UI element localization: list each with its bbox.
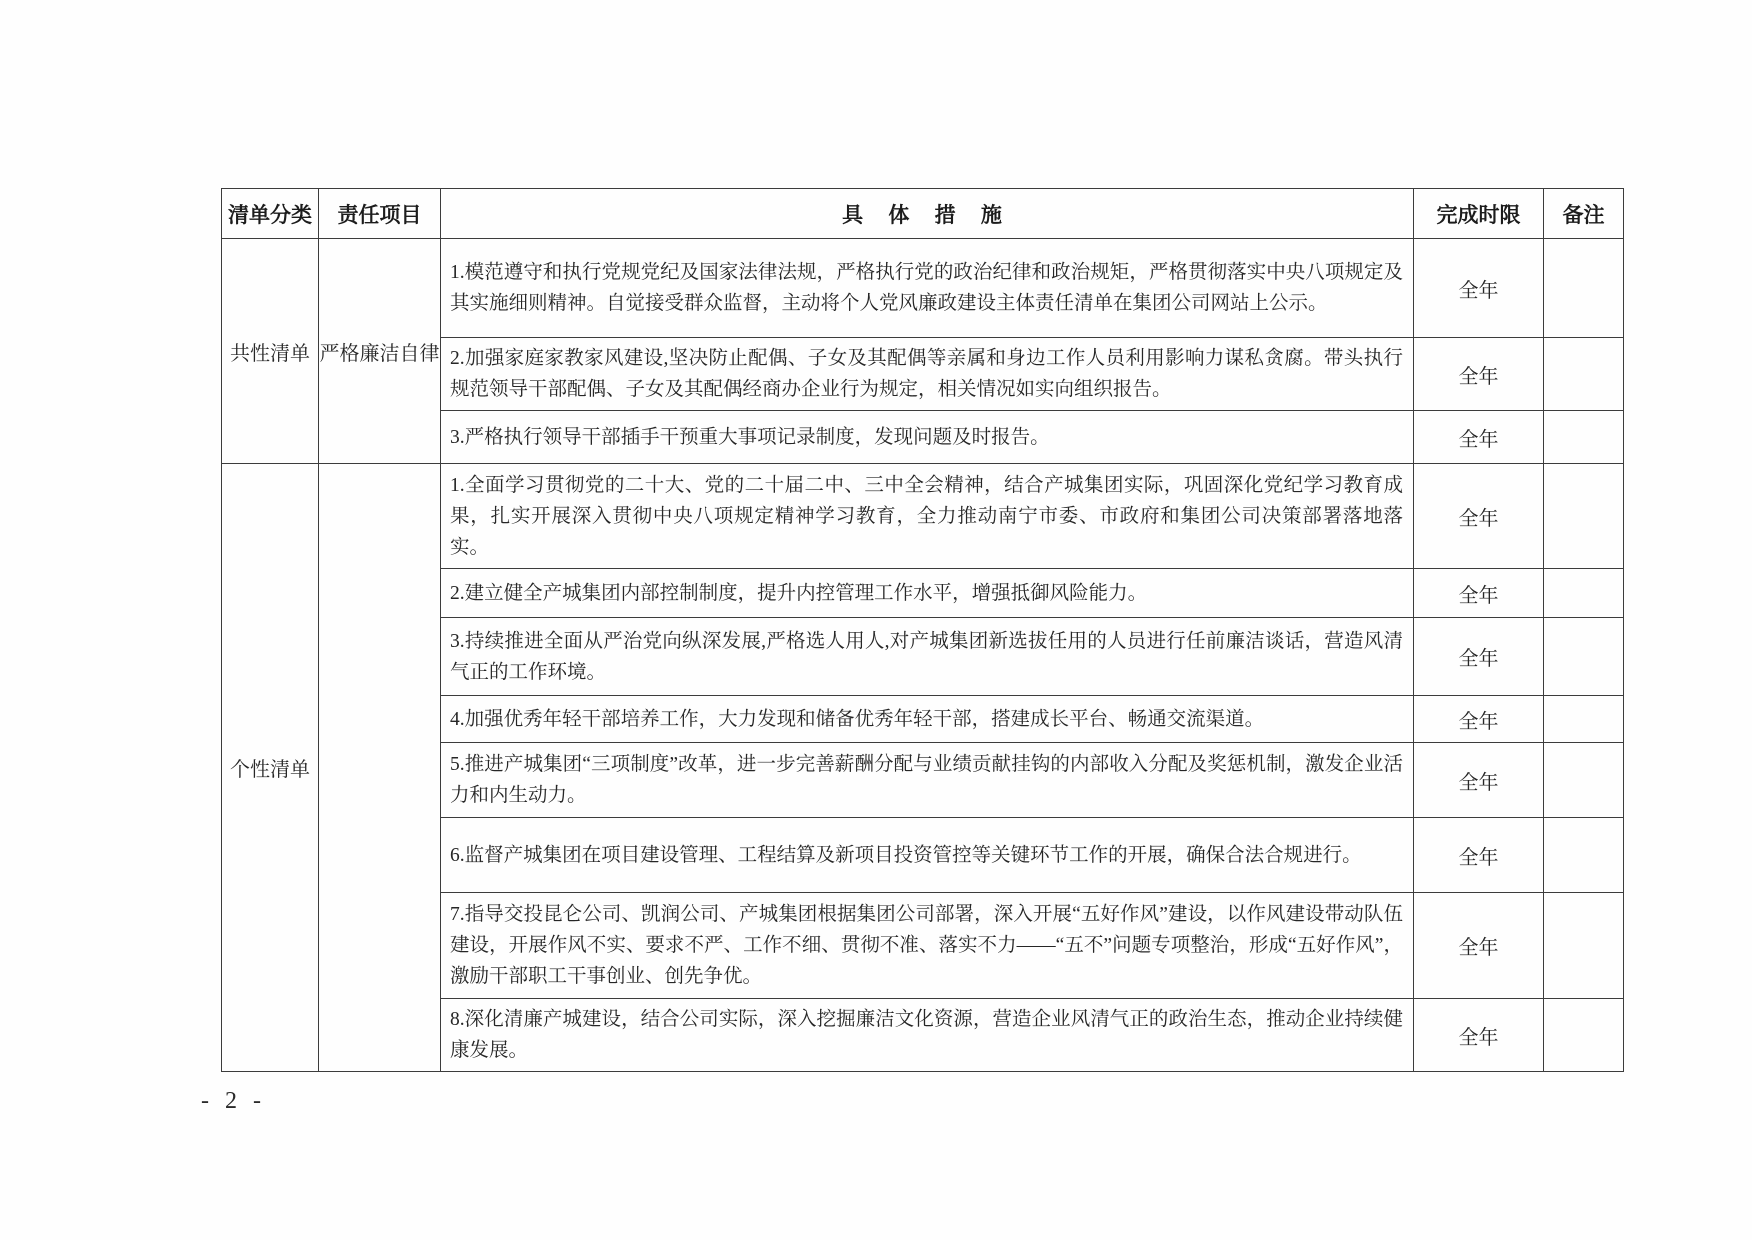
remark-cell [1544, 618, 1624, 696]
remark-cell [1544, 338, 1624, 411]
deadline-cell: 全年 [1414, 999, 1544, 1072]
responsibility-list-table [221, 188, 1624, 1072]
deadline-cell: 全年 [1414, 464, 1544, 569]
remark-cell [1544, 818, 1624, 893]
remark-cell [1544, 239, 1624, 338]
column-header-measures: 具 体 措 施 [441, 189, 1414, 239]
deadline-cell: 全年 [1414, 743, 1544, 818]
deadline-cell: 全年 [1414, 411, 1544, 464]
table-row [222, 239, 1624, 338]
remark-cell [1544, 893, 1624, 999]
column-header-remark: 备注 [1544, 189, 1624, 239]
deadline-cell: 全年 [1414, 618, 1544, 696]
measure-text: 7.指导交投昆仑公司、凯润公司、产城集团根据集团公司部署，深入开展“五好作风”建设，以作风建设带动队伍建设，开展作风不实、要求不严、工作不细、贯彻不准、落实不力——“五不”问题专项整治，形成“五好作风”，激励干部职工干事创业、创先争优。 [441, 893, 1414, 999]
column-header-project: 责任项目 [319, 189, 441, 239]
remark-cell [1544, 999, 1624, 1072]
project-cell-individual [319, 464, 441, 1072]
deadline-cell: 全年 [1414, 338, 1544, 411]
remark-cell [1544, 569, 1624, 618]
deadline-cell: 全年 [1414, 696, 1544, 743]
deadline-cell: 全年 [1414, 818, 1544, 893]
measure-text: 1.模范遵守和执行党规党纪及国家法律法规，严格执行党的政治纪律和政治规矩，严格贯彻落实中央八项规定及其实施细则精神。自觉接受群众监督，主动将个人党风廉政建设主体责任清单在集团公司网站上公示。 [441, 239, 1414, 338]
measure-text: 2.建立健全产城集团内部控制制度，提升内控管理工作水平，增强抵御风险能力。 [441, 569, 1414, 618]
column-header-deadline: 完成时限 [1414, 189, 1544, 239]
table-row [222, 464, 1624, 569]
deadline-cell: 全年 [1414, 569, 1544, 618]
measure-text: 4.加强优秀年轻干部培养工作，大力发现和储备优秀年轻干部，搭建成长平台、畅通交流渠道。 [441, 696, 1414, 743]
measure-text: 5.推进产城集团“三项制度”改革，进一步完善薪酬分配与业绩贡献挂钩的内部收入分配及奖惩机制，激发企业活力和内生动力。 [441, 743, 1414, 818]
remark-cell [1544, 464, 1624, 569]
measure-text: 8.深化清廉产城建设，结合公司实际，深入挖掘廉洁文化资源，营造企业风清气正的政治生态，推动企业持续健康发展。 [441, 999, 1414, 1072]
measure-text: 6.监督产城集团在项目建设管理、工程结算及新项目投资管控等关键环节工作的开展，确保合法合规进行。 [441, 818, 1414, 893]
remark-cell [1544, 743, 1624, 818]
table-header-row [222, 189, 1624, 239]
category-cell-individual: 个性清单 [222, 464, 319, 1072]
page-number: - 2 - [201, 1088, 266, 1114]
measure-text: 3.严格执行领导干部插手干预重大事项记录制度，发现问题及时报告。 [441, 411, 1414, 464]
measure-text: 3.持续推进全面从严治党向纵深发展,严格选人用人,对产城集团新选拔任用的人员进行任前廉洁谈话，营造风清气正的工作环境。 [441, 618, 1414, 696]
deadline-cell: 全年 [1414, 239, 1544, 338]
measure-text: 1.全面学习贯彻党的二十大、党的二十届二中、三中全会精神，结合产城集团实际，巩固深化党纪学习教育成果，扎实开展深入贯彻中央八项规定精神学习教育，全力推动南宁市委、市政府和集团公司决策部署落地落实。 [441, 464, 1414, 569]
project-cell-common: 严格廉洁自律 [319, 239, 441, 464]
category-cell-common: 共性清单 [222, 239, 319, 464]
deadline-cell: 全年 [1414, 893, 1544, 999]
remark-cell [1544, 411, 1624, 464]
measure-text: 2.加强家庭家教家风建设,坚决防止配偶、子女及其配偶等亲属和身边工作人员利用影响力谋私贪腐。带头执行规范领导干部配偶、子女及其配偶经商办企业行为规定，相关情况如实向组织报告。 [441, 338, 1414, 411]
column-header-category: 清单分类 [222, 189, 319, 239]
remark-cell [1544, 696, 1624, 743]
